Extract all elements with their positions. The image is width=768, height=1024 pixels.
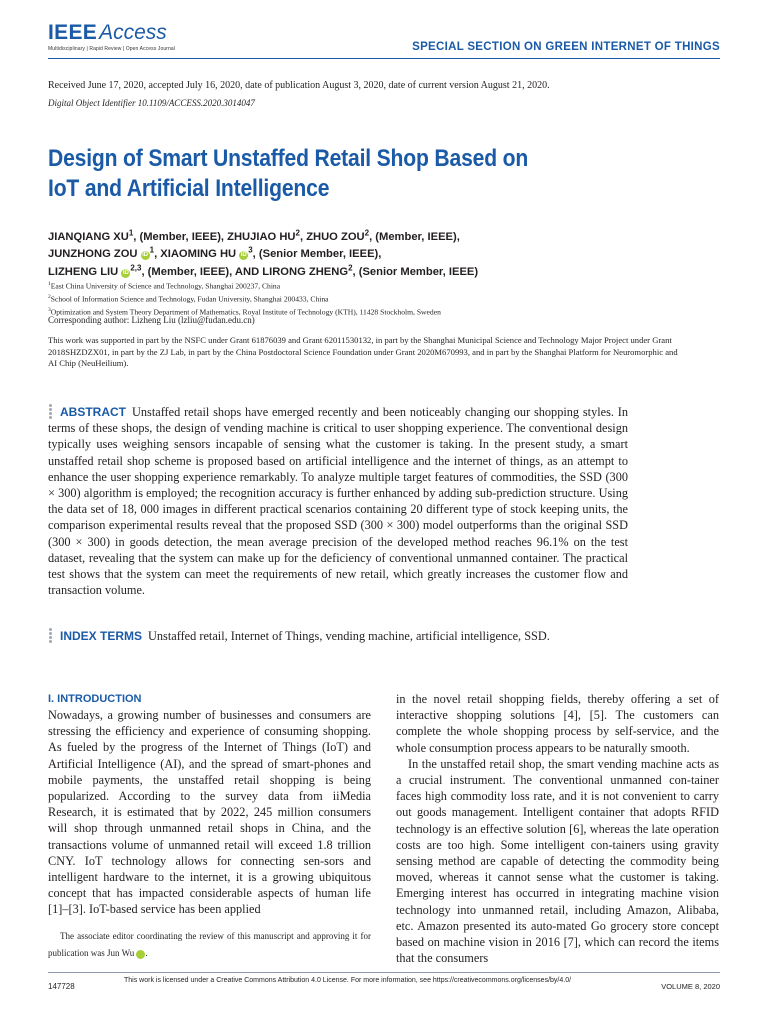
doi-line[interactable]: Digital Object Identifier 10.1109/ACCESS.2020.3014047	[48, 98, 255, 108]
right-column	[396, 691, 719, 966]
index-terms	[48, 628, 648, 644]
author-name[interactable]: LIRONG ZHENG	[262, 265, 349, 278]
affil-ref: 2	[295, 228, 300, 238]
logo-ieee: IEEE	[48, 21, 98, 44]
author-name[interactable]: ZHUO ZOU	[306, 231, 365, 243]
orcid-icon[interactable]: iD	[142, 252, 149, 259]
author-role: , (Senior Member, IEEE)	[352, 265, 479, 278]
body-paragraph: in the novel retail shopping fields, thereby offering a set of interactive shopping solutions [4], [5]. The customers can complete the whole shopping process by self-service, and the whole consumption process appears to be naturally smooth.	[396, 692, 719, 755]
license-notice[interactable]: This work is licensed under a Creative Commons Attribution 4.0 License. For more information, see https://creativecommons.org/licenses/by/4.0/	[124, 977, 572, 984]
abstract	[48, 404, 628, 598]
affil-number: 3	[48, 307, 51, 314]
affil-number: 1	[48, 281, 51, 287]
orcid-icon[interactable]: iD	[240, 252, 247, 259]
footer-divider	[48, 972, 720, 973]
orcid-icon[interactable]: iD	[122, 269, 129, 276]
affil-text: Optimization and System Theory Department of Mathematics, Royal Institute of Technology (KTH), 11428 Stockholm, Sweden	[50, 307, 441, 317]
logo-access: Access	[99, 21, 167, 44]
affil-ref: 3	[248, 245, 253, 255]
author-role: , (Senior Member, IEEE),	[252, 248, 382, 261]
affil-text: School of Information Science and Technology, Fudan University, Shanghai 200433, China	[50, 294, 329, 304]
index-terms-text: Unstaffed retail, Internet of Things, vending machine, artificial intelligence, SSD.	[148, 629, 550, 643]
index-terms-label: INDEX TERMS	[60, 629, 143, 643]
author-name[interactable]: JIANQIANG XU	[48, 231, 129, 243]
author-role: , (Member, IEEE),	[369, 231, 460, 243]
body-paragraph: In the unstaffed retail shop, the smart vending machine acts as a crucial instrument. The conventional unmanned con-tainer faces high commodity loss rate, and it is not convenient to carry out goods management. Intelligent container that adopts RFID technology is an effective solution [6], whereas the late operation costs are too high. Some intelligent con-tainers using gravity sensing method are capable of detecting the commodity being moved, whereas it cannot sense what the customer is taking. Emerging interest has occurred in integrating machine vision technology into unmanned retail, including Amazon, Alibaba, etc. Amazon presented its auto-mated Go grocery store concept based on machine vision in 2016 [7], which can record the items that the consumers	[396, 756, 719, 966]
section-marker-icon	[48, 404, 54, 420]
author-name[interactable]: ZHUJIAO HU	[227, 231, 296, 243]
section-heading: I. INTRODUCTION	[48, 693, 142, 705]
left-column	[48, 691, 371, 918]
publication-dates: Received June 17, 2020, accepted July 16, 2020, date of publication August 3, 2020, date of current version August 21, 2020.	[48, 80, 550, 91]
page-number: 147728	[48, 982, 75, 991]
author-role: , (Member, IEEE), AND	[141, 265, 263, 278]
affil-number: 2	[48, 294, 51, 301]
affil-ref: 1	[128, 228, 134, 238]
footnote-text: The associate editor coordinating the review of this manuscript and approving it for publication was Jun Wu	[48, 931, 371, 958]
affil-ref: 2	[364, 228, 370, 238]
volume-label: VOLUME 8, 2020	[661, 982, 720, 991]
special-section-title: SPECIAL SECTION ON GREEN INTERNET OF THINGS	[412, 41, 720, 53]
journal-logo	[48, 22, 175, 52]
author-role: ,	[299, 231, 307, 243]
header-divider	[48, 58, 720, 59]
affiliation-line	[48, 279, 648, 292]
affiliations	[48, 279, 648, 318]
abstract-label: ABSTRACT	[60, 405, 126, 419]
orcid-icon[interactable]: iD	[136, 950, 145, 959]
logo-tagline: Multidisciplinary | Rapid Review | Open Access Journal	[48, 46, 175, 52]
editor-footnote	[48, 928, 371, 962]
affil-text: East China University of Science and Technology, Shanghai 200237, China	[50, 281, 281, 291]
author-role: , (Member, IEEE),	[133, 231, 228, 243]
author-name[interactable]: XIAOMING HU	[160, 248, 237, 261]
author-name[interactable]: JUNZHONG ZOU	[48, 248, 138, 261]
footnote-end: .	[145, 948, 148, 958]
body-paragraph: Nowadays, a growing number of businesses and consumers are stressing the efficiency and experience of consuming shopping. As fueled by the progress of the Internet of Things (IoT) and Artificial Intelligence (AI), and the spread of smart-phones and mobile payments, the unstaffed retail shopping is being popularized. According to the survey data from iiMedia Research, it is estimated that by 2022, 245 million consumers will shop through unmanned retail shops in China, and the transactions volume of unmanned retail will exceed 1.8 trillion CNY. IoT technology allows for connecting sen-sors and intelligent hardware to the internet, it is a growing ubiquitous concept that has impacted considerable aspects of human life [1]–[3]. IoT-based service has been applied	[48, 708, 371, 917]
author-list	[48, 229, 608, 281]
affil-ref: 2,3	[130, 263, 142, 273]
affiliation-line	[48, 292, 648, 305]
author-name[interactable]: LIZHENG LIU	[48, 265, 119, 278]
abstract-text: Unstaffed retail shops have emerged recently and been noticeably changing our shopping styles. In terms of these shops, the design of vending machine is critical to user shopping experience. The conventional design typically uses weighing sensors incapable of sensing what the customer is taking. In the present study, a smart unstaffed retail shop scheme is proposed based on artificial intelligence and the internet of things, as an attempt to enhance the user shopping experience remarkably. To analyze multiple target features of commodities, the SSD (300 × 300) algorithm is employed; the recognition accuracy is further enhanced by adding sub-prediction structure. Using the data set of 18, 000 images in different practical scenarios containing 20 different type of stock keeping units, the comparison experimental results reveal that the proposed SSD (300 × 300) model outperforms than the original SSD (300 × 300) in goods detection, the mean average precision of the developed method reaches 96.1% on the test dataset, revealing that the system can make up for the deficiency of conventional unmanned container. The practical test shows that the system can meet the requirements of new retail, which greatly increases the customer flow and transaction volume.	[48, 405, 628, 598]
paper-title: Design of Smart Unstaffed Retail Shop Based on IoT and Artificial Intelligence	[48, 145, 529, 202]
author-role: ,	[154, 248, 161, 261]
affil-ref: 1	[149, 245, 155, 255]
corresponding-author: Corresponding author: Lizheng Liu (lzliu@fudan.edu.cn)	[48, 315, 255, 325]
affil-ref: 2	[348, 263, 353, 273]
funding-statement: This work was supported in part by the NSFC under Grant 61876039 and Grant 62011530132, in part by the Shanghai Municipal Science and Technology Major Project under Grant 2018SHZDZX01, in part by the ZJ Lab, in part by the China Postdoctoral Science Foundation under Grant 2020M670993, and in part by the Shanghai Platform for Neuromorphic and AI Chip (NeuHeilium).	[48, 335, 678, 369]
section-marker-icon	[48, 628, 54, 644]
